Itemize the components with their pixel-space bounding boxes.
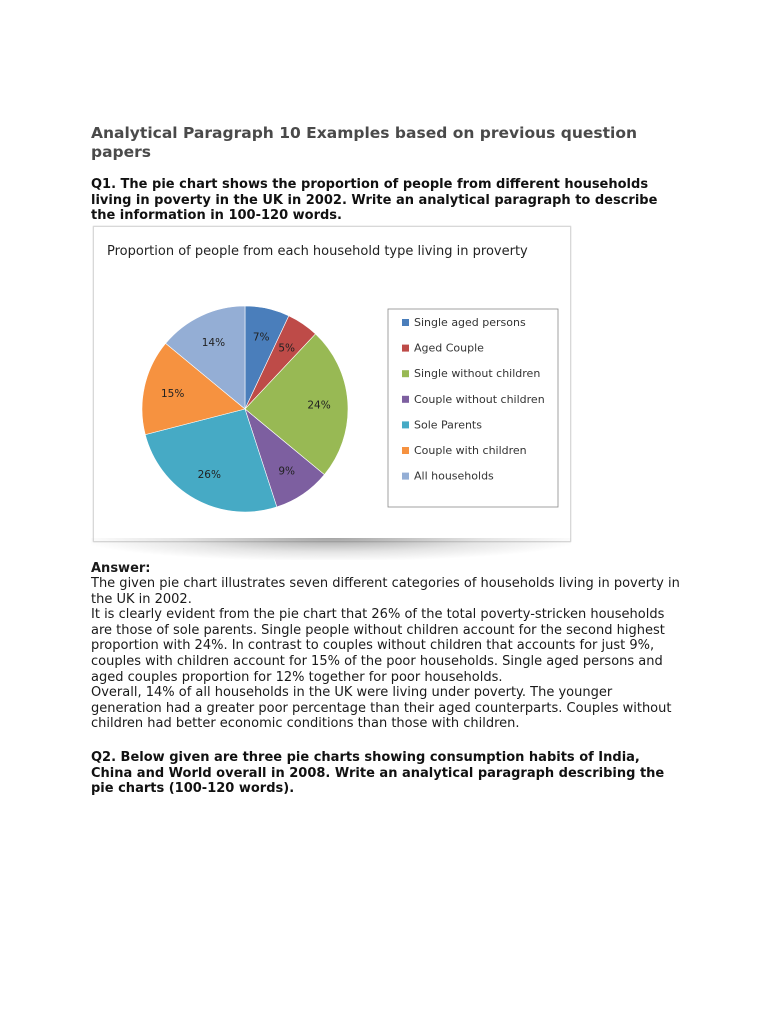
legend-swatch	[402, 473, 409, 480]
answer-heading: Answer:	[91, 561, 151, 576]
pie-data-label: 7%	[252, 331, 270, 344]
legend-label: All households	[414, 469, 494, 483]
legend-swatch	[402, 421, 409, 428]
legend-swatch	[402, 396, 409, 403]
legend-label: Sole Parents	[414, 418, 482, 432]
question-1: Q1. The pie chart shows the proportion of people from different households living in poverty in the UK in 2002. Write an analytical paragraph to describe the information in 100-120 words.	[91, 177, 658, 223]
document-title: Analytical Paragraph 10 Examples based on previous question papers	[91, 124, 638, 161]
pie-data-label: 15%	[160, 387, 185, 400]
legend-swatch	[402, 447, 409, 454]
chart-title: Proportion of people from each household type living in proverty	[107, 244, 528, 259]
chart-shadow	[91, 538, 571, 560]
legend-label: Couple without children	[414, 392, 545, 406]
answer-body	[91, 576, 681, 732]
answer-paragraph-3: Overall, 14% of all households in the UK were living under poverty. The younger generation had a greater poor percentage than their aged counterparts. Couples without children had better economic conditions than those with children.	[91, 685, 672, 732]
legend-swatch	[402, 370, 409, 377]
pie-data-label: 5%	[278, 342, 296, 355]
legend-label: Single aged persons	[414, 316, 526, 329]
legend-swatch	[402, 319, 409, 326]
pie-data-label: 14%	[201, 336, 226, 349]
pie-data-label: 24%	[307, 399, 331, 412]
pie-data-label: 26%	[197, 468, 221, 481]
answer-paragraph-2: It is clearly evident from the pie chart that 26% of the total poverty-stricken households are those of sole parents. Single people without children account for the second highest proportion with 24%. In contrast to couples without children that accounts for just 9%, couples with children account for 15% of the poor households. Single aged persons and aged couples proportion for 12% together for poor households.	[91, 607, 665, 685]
pie-data-label: 9%	[278, 465, 296, 478]
question-2: Q2. Below given are three pie charts showing consumption habits of India, China and World overall in 2008. Write an analytical paragraph describing the pie charts (100-120 words).	[91, 750, 665, 796]
legend-label: Aged Couple	[414, 341, 484, 355]
pie-chart	[94, 227, 570, 541]
legend-label: Single without children	[414, 367, 541, 381]
answer-paragraph-1: The given pie chart illustrates seven different categories of households living in poverty in the UK in 2002.	[91, 576, 680, 607]
legend-label: Couple with children	[414, 444, 527, 457]
pie-chart-frame	[93, 226, 571, 542]
legend-swatch	[402, 345, 409, 352]
